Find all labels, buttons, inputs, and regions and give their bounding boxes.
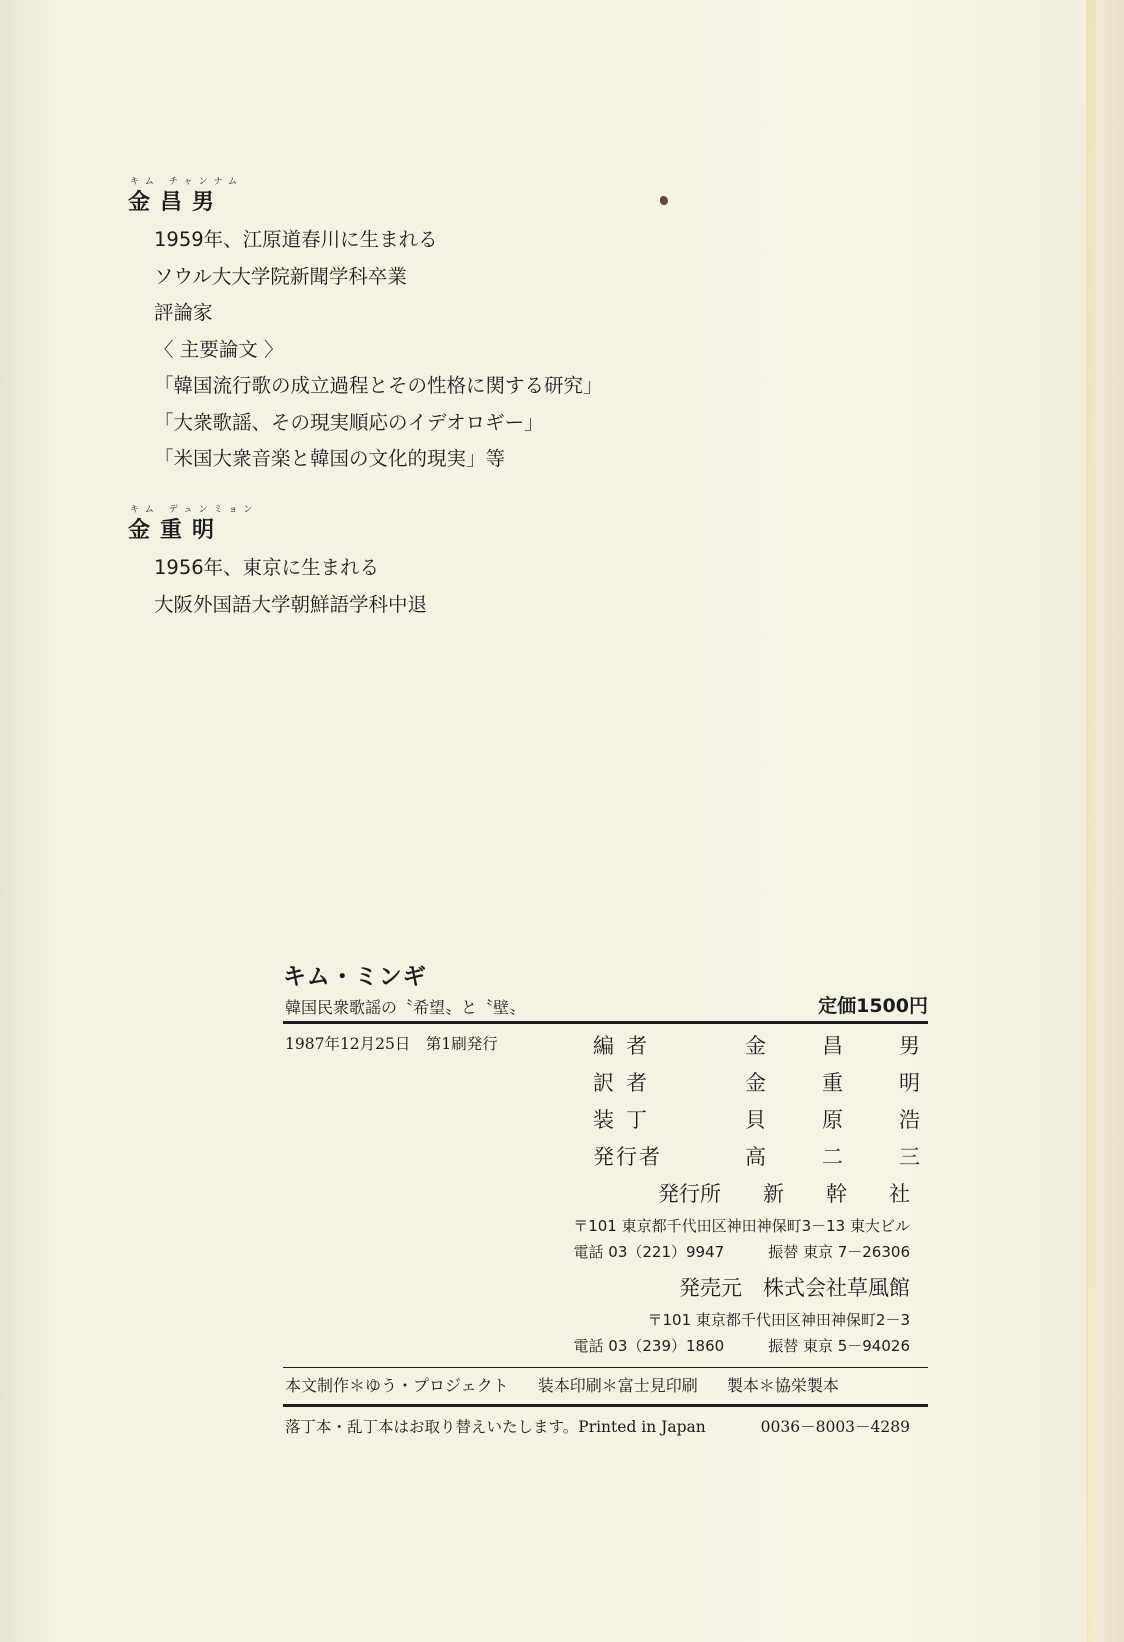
name-char: 高	[745, 1145, 766, 1169]
translator-name: 金重明	[128, 518, 225, 543]
footer-row	[283, 1407, 928, 1447]
bio-line: 「大衆歌謡、その現実順応のイデオロギー」	[154, 410, 544, 434]
credit-name	[745, 1030, 920, 1060]
distributor-transfer: 振替 東京 5－94026	[768, 1337, 910, 1355]
credit-role: 編者	[593, 1034, 659, 1058]
name-char: 二	[822, 1145, 843, 1169]
translator-bio	[128, 502, 427, 623]
bio-line: 評論家	[154, 301, 213, 324]
name-char: 原	[822, 1108, 843, 1132]
name-char: 昌	[822, 1034, 843, 1058]
publisher-label: 発行所 新 幹 社	[658, 1182, 910, 1206]
book-title: キム・ミンギ	[283, 964, 427, 990]
name-char: 金	[745, 1071, 766, 1095]
credit-name	[745, 1067, 920, 1097]
production-credit: 製本＊協栄製本	[726, 1376, 839, 1395]
credit-name	[745, 1141, 920, 1171]
credit-row	[593, 1098, 928, 1135]
production-credit: 本文制作＊ゆう・プロジェクト	[285, 1376, 509, 1395]
colophon	[283, 958, 928, 1447]
bio-line: 「米国大衆音楽と韓国の文化的現実」等	[154, 447, 506, 470]
translator-bio-lines	[154, 550, 427, 623]
bio-line: 1956年、東京に生まれる	[154, 556, 380, 579]
publisher-contact	[283, 1239, 928, 1269]
name-char: 貝	[745, 1108, 766, 1132]
price: 定価1500円	[818, 995, 928, 1017]
distributor-block	[283, 1269, 928, 1363]
credit-name	[745, 1104, 920, 1134]
subtitle-row	[283, 991, 928, 1021]
bio-line: 大阪外国語大学朝鮮語学科中退	[154, 592, 428, 616]
name-char: 三	[899, 1145, 920, 1169]
publisher-transfer: 振替 東京 7－26306	[768, 1243, 910, 1261]
book-subtitle: 韓国民衆歌謡の〝希望〟と〝壁〟	[285, 998, 526, 1017]
name-char: 男	[899, 1034, 920, 1058]
distributor-contact	[283, 1333, 928, 1363]
credits-section	[283, 1024, 928, 1199]
paper-speck	[660, 196, 668, 205]
name-char: 浩	[899, 1108, 920, 1132]
author-bio	[128, 174, 603, 478]
publisher-address: 〒101 東京都千代田区神田神保町3－13 東大ビル	[573, 1217, 910, 1235]
replacement-notice: 落丁本・乱丁本はお取り替えいたします。Printed in Japan	[285, 1418, 706, 1436]
translator-name-ruby: キム デュンミョン	[130, 505, 259, 515]
credit-role: 訳者	[593, 1071, 659, 1095]
credit-row	[593, 1135, 928, 1172]
publisher-block	[283, 1175, 928, 1269]
bio-line: 「韓国流行歌の成立過程とその性格に関する研究」	[154, 374, 603, 397]
author-bio-lines	[154, 222, 603, 478]
bio-line: 〈 主要論文 〉	[154, 337, 284, 361]
author-name-ruby: キム チャンナム	[130, 177, 244, 187]
bio-line: ソウル大大学院新聞学科卒業	[154, 264, 407, 288]
bio-line: 1959年、江原道春川に生まれる	[154, 228, 438, 251]
catalog-number: 0036－8003－4289	[760, 1418, 910, 1436]
author-name: 金昌男	[128, 190, 225, 215]
distributor-tel: 電話 03（239）1860	[573, 1337, 725, 1355]
production-credit: 装本印刷＊富士見印刷	[537, 1376, 698, 1395]
distributor-address: 〒101 東京都千代田区神田神保町2－3	[647, 1311, 910, 1329]
distributor-label: 発売元 株式会社草風館	[679, 1276, 910, 1300]
credit-row	[593, 1061, 928, 1098]
publisher-tel: 電話 03（221）9947	[573, 1243, 725, 1261]
publication-date: 1987年12月25日 第1刷発行	[285, 1035, 498, 1053]
name-char: 金	[745, 1034, 766, 1058]
production-credits	[283, 1368, 928, 1404]
credit-row	[593, 1024, 928, 1061]
credit-role: 発行者	[593, 1145, 662, 1169]
name-char: 重	[822, 1071, 843, 1095]
credits-list	[593, 1024, 928, 1172]
credit-role: 装丁	[593, 1108, 659, 1132]
name-char: 明	[899, 1071, 920, 1095]
page-edge-yellow	[1086, 0, 1096, 1642]
